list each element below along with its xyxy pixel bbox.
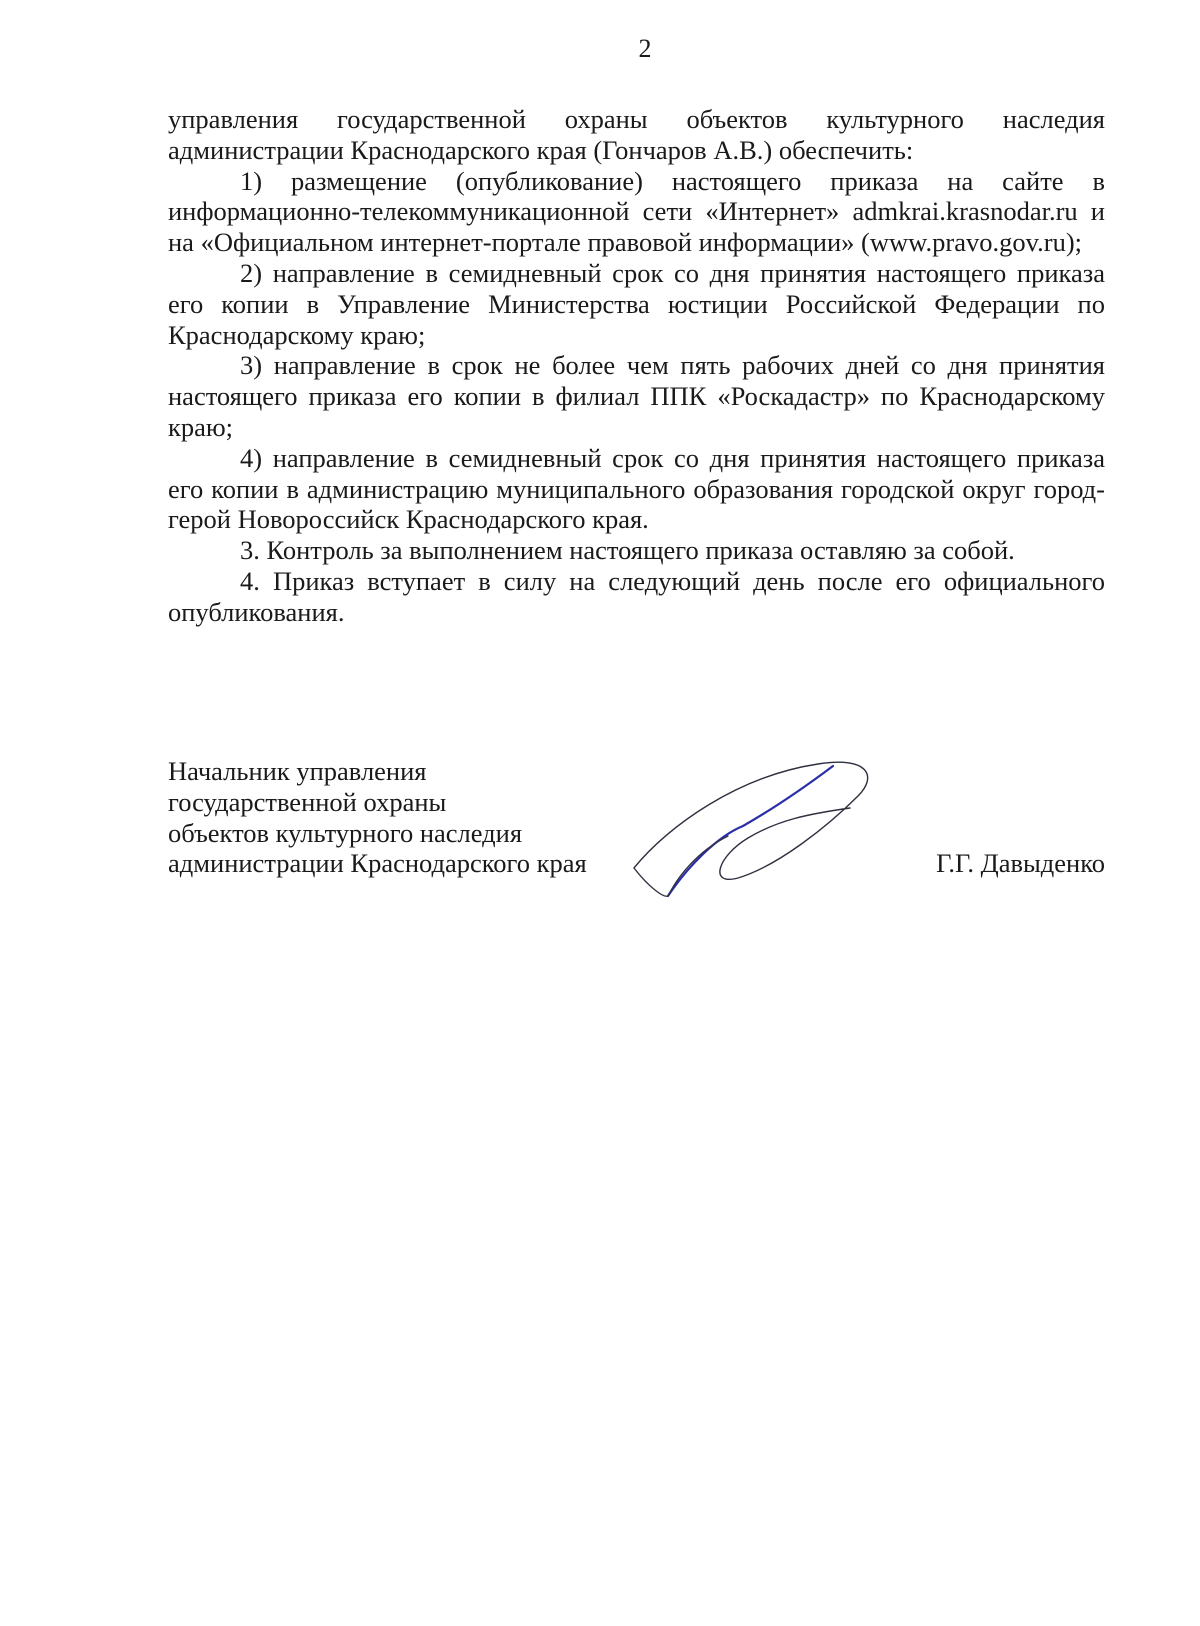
signer-title-line: администрации Краснодарского края [168, 848, 587, 879]
paragraph-item-1: 1) размещение (опубликование) настоящего приказа на сайте в информационно-телекоммуникационной сети «Интернет» admkrai.krasnodar.ru и на «Официальном интернет-портале правовой информации» (www.pravo.gov.ru); [168, 165, 1105, 258]
signer-title-line: государственной охраны [168, 786, 447, 817]
paragraph-item-3: 3) направление в срок не более чем пять рабочих дней со дня принятия настоящего приказа его копии в филиал ППК «Роскадастр» по Краснодарскому краю; [168, 350, 1105, 442]
paragraph-clause-3: 3. Контроль за выполнением настоящего приказа оставляю за собой. [240, 535, 1015, 566]
document-body [168, 104, 1105, 628]
paragraph-continuation: управления государственной охраны объектов культурного наследия администрации Краснодарского края (Гончаров А.В.) обеспечить: [168, 104, 1105, 165]
signer-title-line: объектов культурного наследия [168, 817, 523, 848]
handwritten-signature [628, 756, 888, 906]
paragraph-item-2: 2) направление в семидневный срок со дня принятия настоящего приказа его копии в Управление Министерства юстиции Российской Федерации по Краснодарскому краю; [168, 257, 1105, 350]
paragraph-item-4: 4) направление в семидневный срок со дня принятия настоящего приказа его копии в администрацию муниципального образования городской округ город-герой Новороссийск Краснодарского края. [168, 442, 1105, 535]
signer-title-line: Начальник управления [168, 756, 427, 786]
signature-cross-stroke [668, 766, 833, 896]
paragraph-clause-4: 4. Приказ вступает в силу на следующий день после его официального опубликования. [168, 565, 1105, 627]
page-number: 2 [638, 34, 652, 63]
signer-name: Г.Г. Давыденко [936, 848, 1105, 878]
